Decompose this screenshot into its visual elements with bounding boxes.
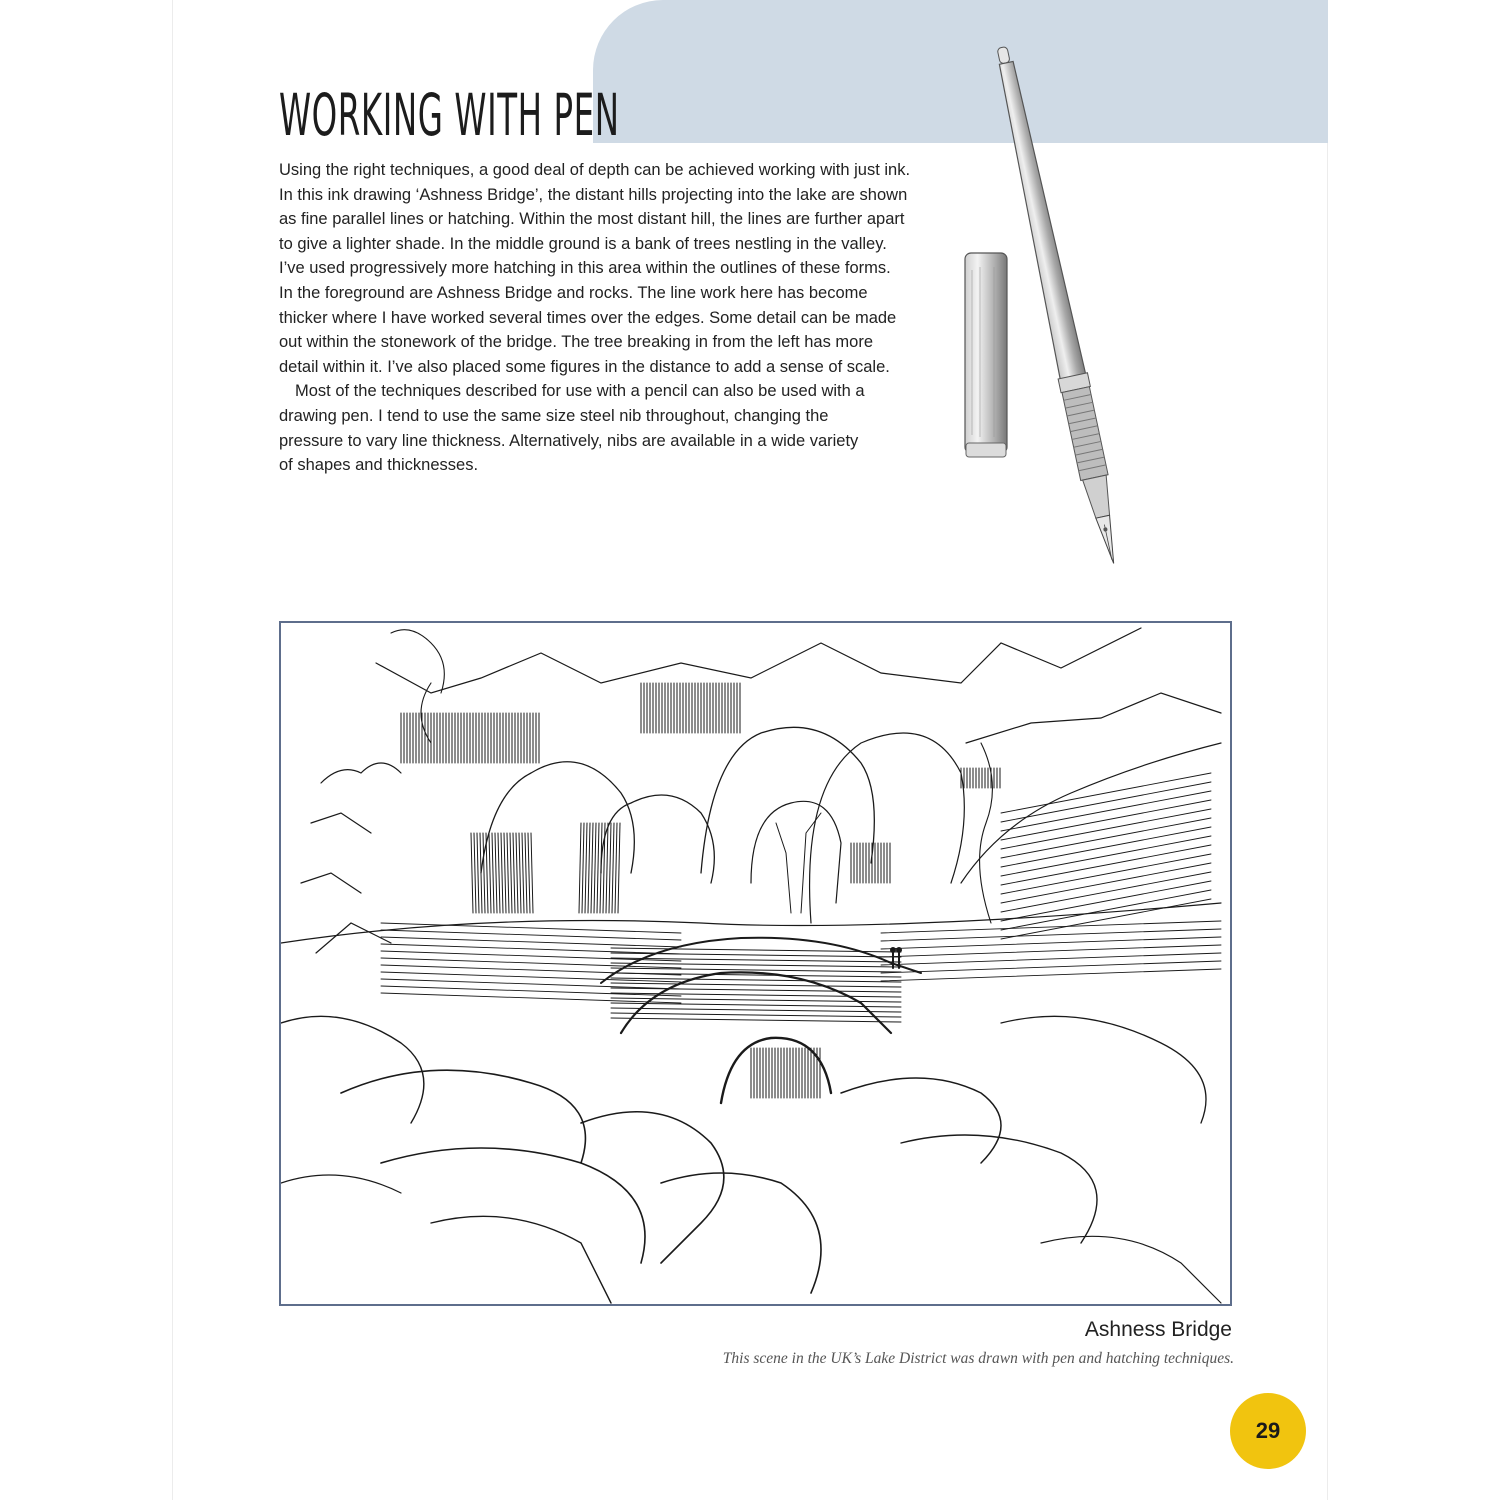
body-line: out within the stonework of the bridge. The tree breaking in from the left has more — [279, 333, 874, 352]
body-line: to give a lighter shade. In the middle ground is a bank of trees nestling in the valley. — [279, 234, 887, 253]
ink-sketch-icon — [281, 623, 1230, 1304]
body-line: of shapes and thicknesses. — [279, 456, 479, 475]
pen-body-icon — [988, 45, 1127, 567]
body-line: In this ink drawing ‘Ashness Bridge’, the distant hills projecting into the lake are shown — [279, 185, 908, 204]
body-line: drawing pen. I tend to use the same size steel nib throughout, changing the — [279, 406, 829, 425]
body-line: I’ve used progressively more hatching in this area within the outlines of these forms. — [279, 259, 891, 278]
figure-ashness-bridge — [279, 621, 1232, 1306]
body-line: In the foreground are Ashness Bridge and rocks. The line work here has become — [279, 283, 868, 302]
body-line: Most of the techniques described for use with a pencil can also be used with a — [295, 382, 865, 401]
page-number-badge — [1230, 1393, 1306, 1469]
page-number: 29 — [1255, 1418, 1281, 1443]
page-title: WORKING WITH PEN — [279, 81, 620, 149]
figure-caption-title: Ashness Bridge — [1084, 1318, 1232, 1341]
body-line: detail within it. I’ve also placed some figures in the distance to add a sense of scale. — [279, 357, 890, 376]
body-line: pressure to vary line thickness. Alternatively, nibs are available in a wide variety — [279, 431, 859, 450]
pen-cap-icon — [965, 253, 1007, 457]
body-text — [279, 158, 969, 478]
body-line: Using the right techniques, a good deal of depth can be achieved working with just ink. — [279, 161, 911, 179]
fountain-pen-icon — [950, 45, 1140, 585]
body-line: thicker where I have worked several times over the edges. Some detail can be made — [279, 308, 897, 327]
figure-caption-subtitle: This scene in the UK’s Lake District was drawn with pen and hatching techniques. — [722, 1350, 1234, 1367]
body-line: as fine parallel lines or hatching. Within the most distant hill, the lines are further apart — [279, 210, 905, 229]
